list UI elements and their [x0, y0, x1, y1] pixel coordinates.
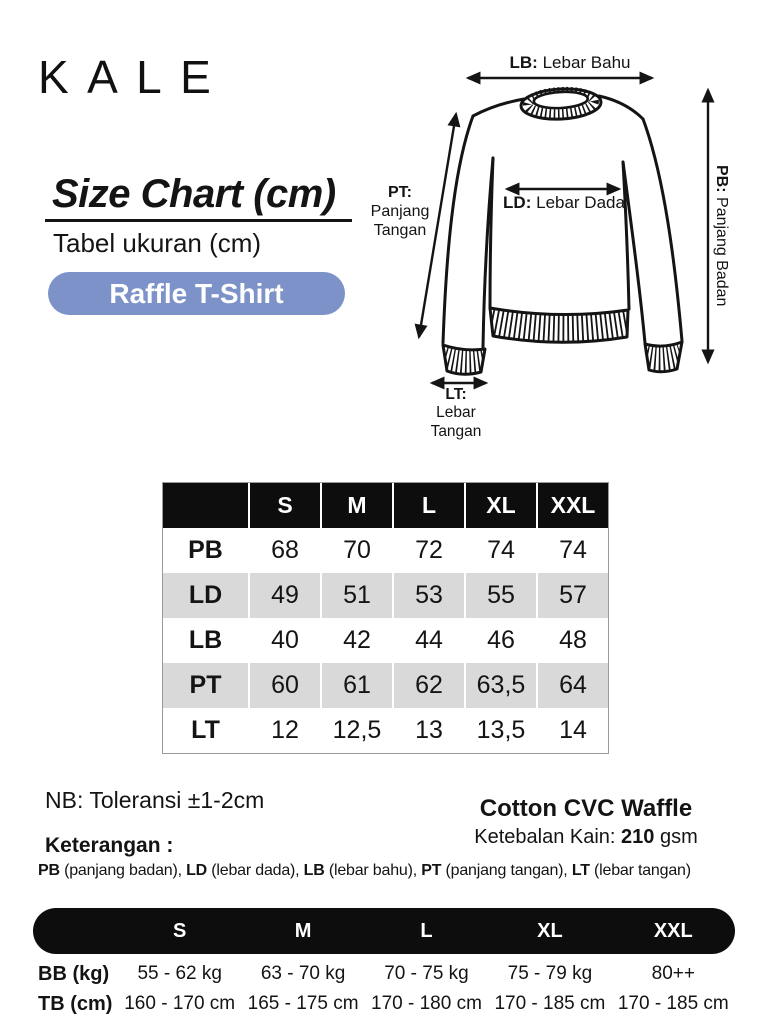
- thickness-label: Ketebalan Kain:: [474, 826, 616, 848]
- ld-measure-label: [464, 193, 664, 213]
- legend-rest-ld: (lebar dada),: [207, 862, 304, 879]
- lb-text: Lebar Bahu: [542, 53, 631, 72]
- cell-ld-xl: 55: [466, 573, 536, 618]
- row-label-ld: LD: [163, 573, 248, 618]
- size-table-corner: [163, 483, 248, 528]
- cell-lt-xl: 13,5: [466, 708, 536, 753]
- fabric-name: Cotton CVC Waffle: [479, 795, 693, 822]
- legend-abbr-pb: PB: [38, 862, 60, 879]
- legend-abbr-ld: LD: [186, 862, 208, 879]
- fit-row-tb: [33, 989, 735, 1019]
- fit-row-label-tb: TB (cm): [38, 992, 113, 1015]
- cell-pt-s: 60: [250, 663, 320, 708]
- size-col-header-m: M: [322, 483, 392, 528]
- fit-table-header: [33, 908, 735, 954]
- cell-pb-m: 70: [322, 528, 392, 573]
- ld-text: Lebar Dada: [536, 193, 625, 212]
- sweater-outline: [443, 96, 682, 347]
- fit-col-s: S: [173, 919, 187, 942]
- legend-rest-lt: (lebar tangan): [589, 862, 691, 879]
- row-label-pt: PT: [163, 663, 248, 708]
- cell-ld-m: 51: [322, 573, 392, 618]
- tb-xl: 170 - 185 cm: [494, 993, 606, 1014]
- legend-abbr-lb: LB: [303, 862, 325, 879]
- lt-measure-label: [414, 386, 498, 441]
- tb-s: 160 - 170 cm: [124, 993, 236, 1014]
- legend-abbr-lt: LT: [571, 862, 590, 879]
- legend-rest-lb: (lebar bahu),: [324, 862, 422, 879]
- brand-logo: KALE: [38, 51, 230, 103]
- cell-pt-l: 62: [394, 663, 464, 708]
- product-badge: Raffle T-Shirt: [48, 272, 345, 315]
- cell-ld-xxl: 57: [538, 573, 608, 618]
- bb-m: 63 - 70 kg: [260, 963, 346, 984]
- cuff-right-rib: [645, 342, 682, 372]
- size-col-header-xl: XL: [466, 483, 536, 528]
- tb-xxl: 170 - 185 cm: [617, 993, 729, 1014]
- row-label-lb: LB: [163, 618, 248, 663]
- thickness-unit: gsm: [659, 826, 698, 848]
- title-underline: [45, 219, 352, 222]
- lb-abbr: LB:: [509, 53, 538, 72]
- cell-lb-l: 44: [394, 618, 464, 663]
- fit-col-l: L: [420, 919, 433, 942]
- lt-line1: Lebar: [436, 404, 476, 422]
- cell-pb-xl: 74: [466, 528, 536, 573]
- size-col-header-l: L: [394, 483, 464, 528]
- legend-rest-pb: (panjang badan),: [59, 862, 187, 879]
- cell-ld-s: 49: [250, 573, 320, 618]
- row-label-pb: PB: [163, 528, 248, 573]
- page-subtitle: Tabel ukuran (cm): [53, 228, 262, 258]
- fit-row-label-bb: BB (kg): [38, 962, 110, 985]
- size-table: [162, 482, 609, 754]
- cell-lb-xxl: 48: [538, 618, 608, 663]
- bb-l: 70 - 75 kg: [384, 963, 469, 984]
- keterangan-title: Keterangan :: [45, 834, 174, 857]
- cell-lt-xxl: 14: [538, 708, 608, 753]
- fit-col-xxl: XXL: [653, 919, 693, 942]
- ld-abbr: LD:: [503, 193, 532, 212]
- fit-col-xl: XL: [537, 919, 563, 942]
- cell-lt-l: 13: [394, 708, 464, 753]
- cell-pb-l: 72: [394, 528, 464, 573]
- bb-xl: 75 - 79 kg: [507, 963, 593, 984]
- pb-text: Panjang Badan: [712, 197, 730, 307]
- cell-lt-s: 12: [250, 708, 320, 753]
- cell-ld-l: 53: [394, 573, 464, 618]
- pb-measure-label: [711, 165, 730, 306]
- cell-pt-xl: 63,5: [466, 663, 536, 708]
- fit-table: [33, 908, 735, 1019]
- thickness-value: 210: [621, 826, 655, 848]
- page-title: Size Chart (cm): [52, 172, 336, 216]
- cuff-left-rib: [443, 345, 485, 374]
- cell-lb-s: 40: [250, 618, 320, 663]
- lt-line2: Tangan: [430, 422, 482, 440]
- pt-measure-label: [358, 184, 442, 241]
- pt-abbr: PT:: [388, 184, 412, 201]
- measurement-legend: [38, 862, 758, 880]
- fabric-info: [445, 795, 727, 849]
- legend-rest-pt: (panjang tangan),: [441, 862, 572, 879]
- size-col-header-xxl: XXL: [538, 483, 608, 528]
- fit-row-bb: [33, 959, 735, 989]
- hem-rib: [490, 308, 628, 342]
- pt-line1: Panjang: [370, 202, 430, 220]
- legend-abbr-pt: PT: [421, 862, 442, 879]
- lb-measure-label: [460, 53, 680, 73]
- bb-s: 55 - 62 kg: [137, 963, 222, 984]
- pt-line2: Tangan: [373, 221, 427, 239]
- cell-pb-xxl: 74: [538, 528, 608, 573]
- cell-lt-m: 12,5: [322, 708, 392, 753]
- tb-l: 170 - 180 cm: [371, 993, 482, 1014]
- collar-rib: [520, 87, 601, 121]
- row-label-lt: LT: [163, 708, 248, 753]
- cell-pt-m: 61: [322, 663, 392, 708]
- cell-pb-s: 68: [250, 528, 320, 573]
- tb-m: 165 - 175 cm: [247, 993, 359, 1014]
- fit-col-m: M: [294, 919, 312, 942]
- cell-lb-xl: 46: [466, 618, 536, 663]
- fabric-thickness: [445, 826, 727, 849]
- lt-abbr: LT:: [445, 386, 467, 403]
- size-col-header-s: S: [250, 483, 320, 528]
- cell-lb-m: 42: [322, 618, 392, 663]
- pb-abbr: PB:: [712, 165, 730, 193]
- tolerance-note: NB: Toleransi ±1-2cm: [45, 787, 265, 813]
- bb-xxl: 80++: [651, 963, 695, 984]
- cell-pt-xxl: 64: [538, 663, 608, 708]
